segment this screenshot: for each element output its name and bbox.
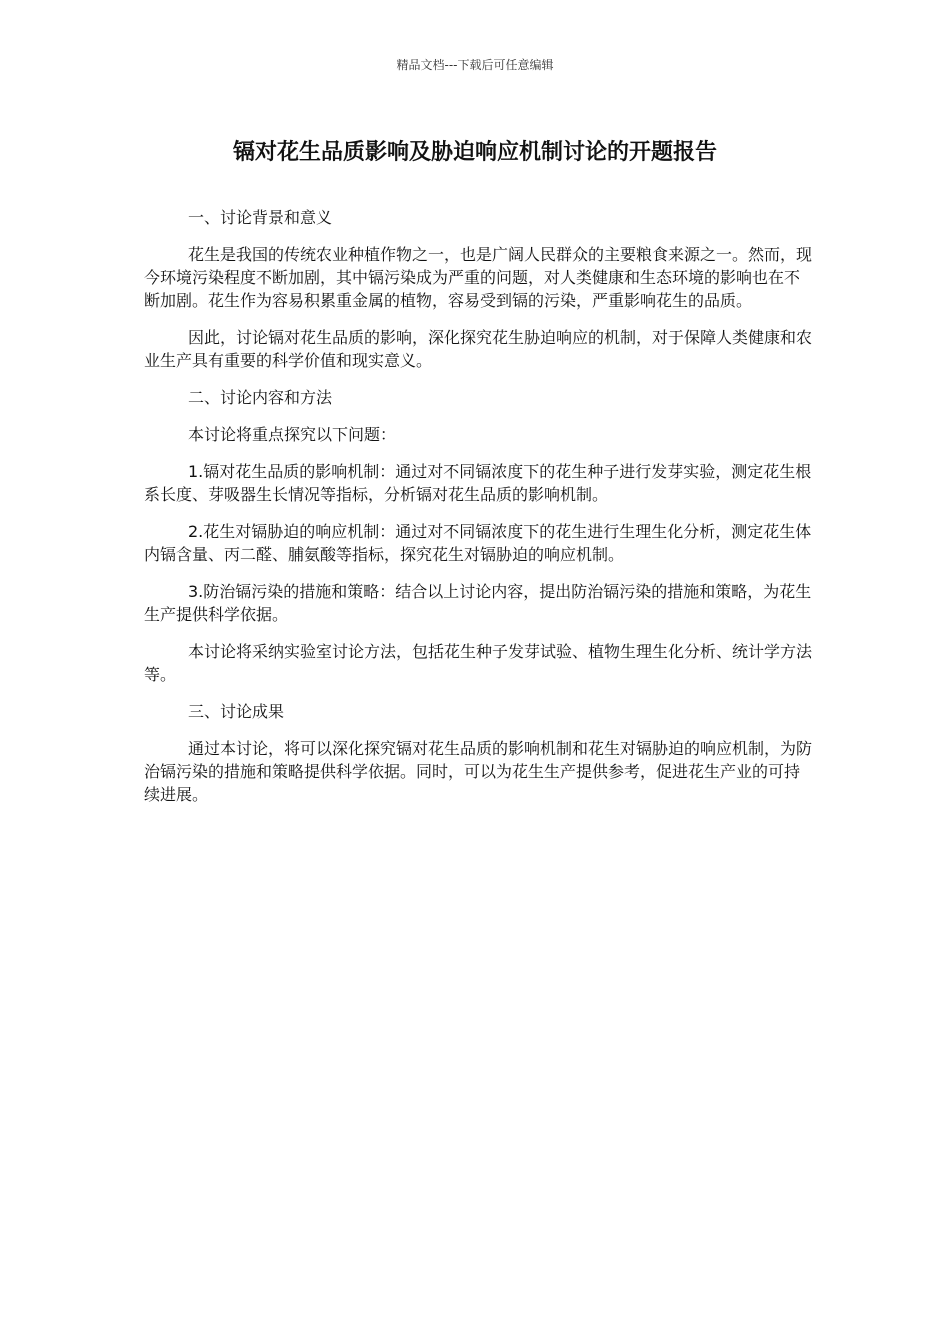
paragraph-results: 通过本讨论，将可以深化探究镉对花生品质的影响机制和花生对镉胁迫的响应机制，为防治镉污染的措施和策略提供科学依据。同时，可以为花生生产提供参考，促进花生产业的可持续进展。 <box>144 739 813 804</box>
paragraph-methods: 本讨论将采纳实验室讨论方法，包括花生种子发芽试验、植物生理生化分析、统计学方法等。 <box>144 642 813 684</box>
document-body <box>144 206 812 820</box>
paragraph-background: 花生是我国的传统农业种植作物之一，也是广阔人民群众的主要粮食来源之一。然而，现今环境污染程度不断加剧，其中镉污染成为严重的问题，对人类健康和生态环境的影响也在不断加剧。花生作为容易积累重金属的植物，容易受到镉的污染，严重影响花生的品质。 <box>144 245 813 310</box>
header-note: 精品文档---下载后可任意编辑 <box>396 58 554 72</box>
list-item-1: 1.镉对花生品质的影响机制：通过对不同镉浓度下的花生种子进行发芽实验，测定花生根系长度、芽吸器生长情况等指标，分析镉对花生品质的影响机制。 <box>144 462 812 504</box>
list-item-2: 2.花生对镉胁迫的响应机制：通过对不同镉浓度下的花生进行生理生化分析，测定花生体内镉含量、丙二醛、脯氨酸等指标，探究花生对镉胁迫的响应机制。 <box>144 522 812 564</box>
section-heading-content-methods: 二、讨论内容和方法 <box>188 388 333 407</box>
document-title: 镉对花生品质影响及胁迫响应机制讨论的开题报告 <box>232 140 717 165</box>
paragraph-significance: 因此，讨论镉对花生品质的影响，深化探究花生胁迫响应的机制，对于保障人类健康和农业生产具有重要的科学价值和现实意义。 <box>144 328 813 370</box>
section-heading-results: 三、讨论成果 <box>188 702 285 721</box>
section-heading-background: 一、讨论背景和意义 <box>188 208 333 227</box>
list-item-3: 3.防治镉污染的措施和策略：结合以上讨论内容，提出防治镉污染的措施和策略，为花生生产提供科学依据。 <box>144 582 812 624</box>
paragraph-research-questions: 本讨论将重点探究以下问题： <box>188 425 397 444</box>
